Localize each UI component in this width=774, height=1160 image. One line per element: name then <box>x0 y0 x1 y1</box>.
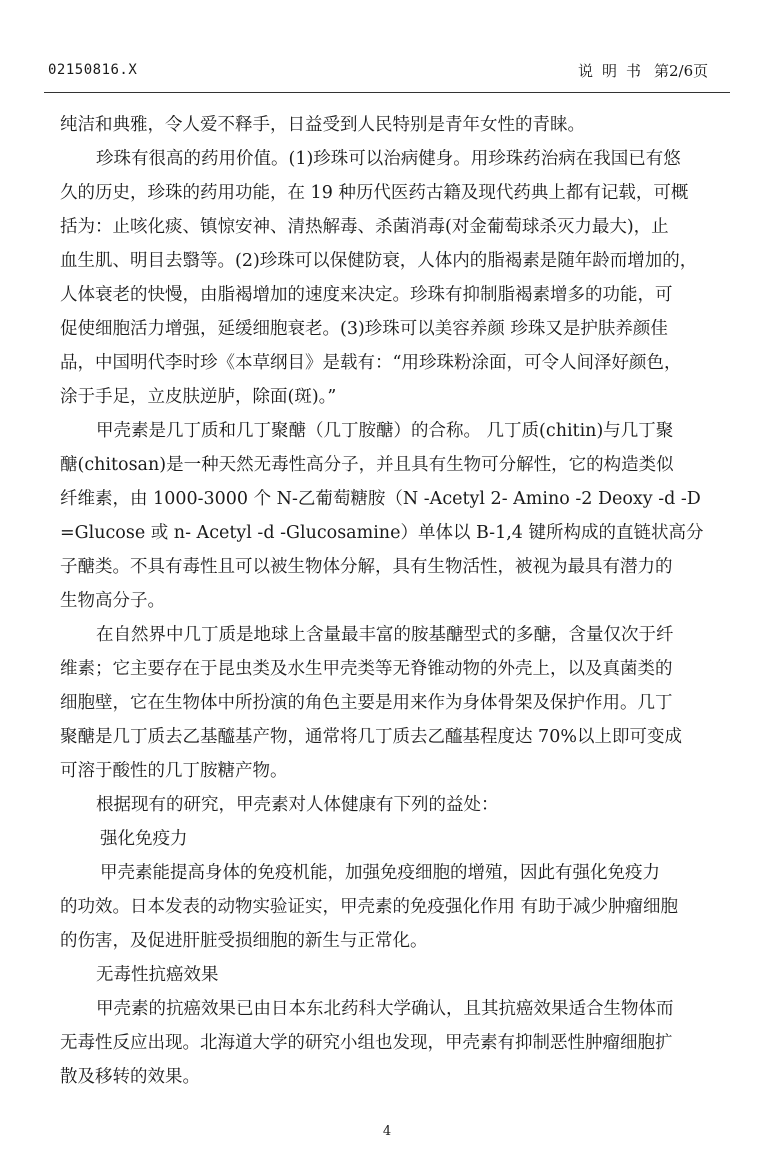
text-line: 细胞壁，它在生物体中所扮演的角色主要是用来作为身体骨架及保护作用。几丁 <box>60 693 673 713</box>
page-label: 第2/6页 <box>654 62 709 80</box>
text-line: 可溶于酸性的几丁胺糖产物。 <box>60 761 288 781</box>
text-line: 珍珠有很高的药用价值。(1)珍珠可以治病健身。用珍珠药治病在我国已有悠 <box>96 149 681 169</box>
text-line: 根据现有的研究，甲壳素对人体健康有下列的益处： <box>96 795 499 815</box>
text-line: 久的历史，珍珠的药用功能，在 19 种历代医药古籍及现代药典上都有记载，可概 <box>60 183 689 203</box>
text-line: 品，中国明代李时珍《本草纲目》是载有：“用珍珠粉涂面，可令人间泽好颜色， <box>60 353 682 373</box>
section-heading: 强化免疫力 <box>100 829 188 849</box>
text-line: 无毒性反应出现。北海道大学的研究小组也发现，甲壳素有抑制恶性肿瘤细胞扩 <box>60 1033 673 1053</box>
text-line: 子醣类。不具有毒性且可以被生物体分解，具有生物活性，被视为最具有潜力的 <box>60 557 673 577</box>
text-line: 甲壳素的抗癌效果已由日本东北药科大学确认，且其抗癌效果适合生物体而 <box>96 999 674 1019</box>
text-line: =Glucose 或 n- Acetyl -d -Glucosamine）单体以 B-1,4 键所构成的直链状高分 <box>60 523 704 543</box>
text-line: 人体衰老的快慢，由脂褐增加的速度来决定。珍珠有抑制脂褐素增多的功能，可 <box>60 285 673 305</box>
text-line: 在自然界中几丁质是地球上含量最丰富的胺基醣型式的多醣，含量仅次于纤 <box>96 625 674 645</box>
page-number: 4 <box>382 1124 392 1139</box>
header-rule <box>44 92 730 93</box>
text-line: 醣(chitosan)是一种天然无毒性高分子，并且具有生物可分解性，它的构造类似 <box>60 455 674 475</box>
document-type: 说明书 <box>578 62 651 80</box>
text-line: 纯洁和典雅，令人爱不释手，日益受到人民特别是青年女性的青睐。 <box>60 115 585 135</box>
page-header <box>0 0 774 100</box>
text-line: 的伤害，及促进肝脏受损细胞的新生与正常化。 <box>60 931 428 951</box>
text-line: 生物高分子。 <box>60 591 165 611</box>
text-line: 聚醣是几丁质去乙基醯基产物，通常将几丁质去乙醯基程度达 70%以上即可变成 <box>60 727 682 747</box>
text-line: 甲壳素能提高身体的免疫机能，加强免疫细胞的增殖，因此有强化免疫力 <box>100 863 660 883</box>
section-heading: 无毒性抗癌效果 <box>96 965 219 985</box>
text-line: 甲壳素是几丁质和几丁聚醣（几丁胺醣）的合称。 几丁质(chitin)与几丁聚 <box>96 421 674 441</box>
text-line: 括为：止咳化痰、镇惊安神、清热解毒、杀菌消毒(对金葡萄球杀灭力最大)，止 <box>60 217 669 237</box>
document-number: 02150816.X <box>48 62 138 78</box>
text-line: 纤维素，由 1000-3000 个 N-乙葡萄糖胺（N -Acetyl 2- Amino -2 Deoxy -d -D <box>60 489 701 509</box>
document-body <box>60 108 720 1094</box>
text-line: 散及移转的效果。 <box>60 1067 200 1087</box>
text-line: 促使细胞活力增强，延缓细胞衰老。(3)珍珠可以美容养颜 珍珠又是护肤养颜佳 <box>60 319 668 339</box>
text-line: 涂于手足，立皮肤逆胪，除面(斑)。” <box>60 387 337 407</box>
text-line: 维素；它主要存在于昆虫类及水生甲壳类等无脊锥动物的外壳上，以及真菌类的 <box>60 659 673 679</box>
text-line: 的功效。日本发表的动物实验证实，甲壳素的免疫强化作用 有助于减少肿瘤细胞 <box>60 897 679 917</box>
text-line: 血生肌、明目去翳等。(2)珍珠可以保健防衰，人体内的脂褐素是随年龄而增加的， <box>60 251 698 271</box>
